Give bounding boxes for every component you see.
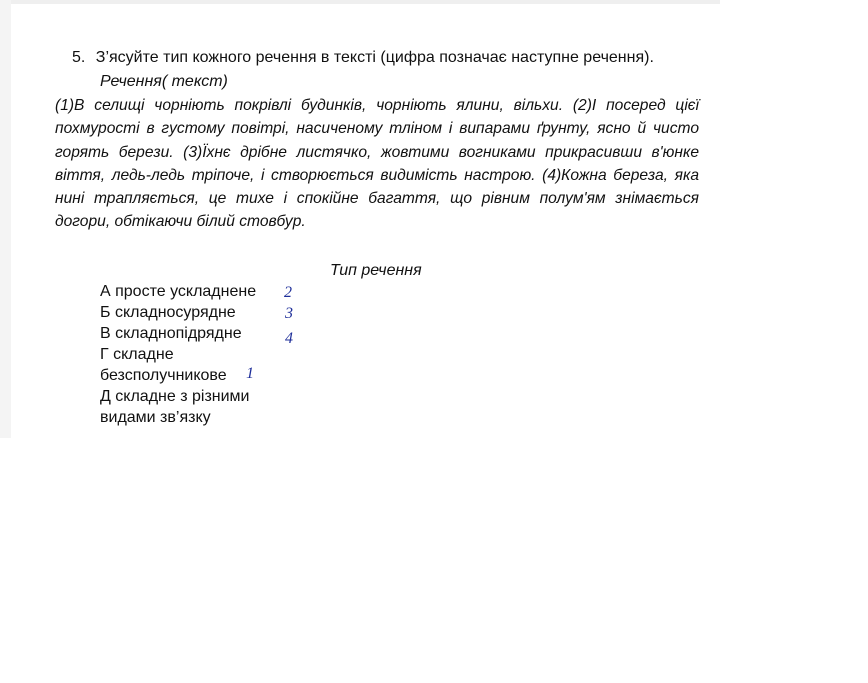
task-text: З’ясуйте тип кожного речення в тексті (цифра позначає наступне речення).	[95, 49, 654, 66]
option-c: В складнопідрядне	[100, 325, 242, 342]
text-subtitle: Речення( текст)	[100, 73, 228, 90]
task-title	[72, 49, 654, 67]
page-left-margin	[0, 0, 11, 438]
option-e-line2: видами зв’язку	[100, 409, 211, 426]
page-top-margin	[11, 0, 720, 4]
option-b: Б складносурядне	[100, 304, 236, 321]
option-d-line1: Г складне	[100, 346, 174, 363]
answer-b: 3	[285, 305, 293, 322]
option-a: А просте ускладнене	[100, 283, 257, 300]
type-heading: Тип речення	[330, 262, 422, 279]
answer-d: 1	[246, 365, 254, 382]
option-e-line1: Д складне з різними	[100, 388, 250, 405]
answer-c: 4	[285, 330, 293, 347]
task-number: 5.	[72, 49, 86, 66]
source-paragraph: (1)В селищі чорніють покрівлі будинків, чорніють ялини, вільхи. (2)І посеред цієї похмурості в густому повітрі, насиченому тліном і випарами ґрунту, ясно й чисто горять берези. (3)Їхнє дрібне листячко, жовтими вогниками прикрасивши в'юнке віття, ледь-ледь тріпоче, і створюється видимість настрою. (4)Кожна береза, яка нині трапляється, це тихе і спокійне багаття, що рівним полум'ям знімається догори, обтікаючи білий стовбур.	[55, 97, 699, 231]
option-d-line2: безсполучникове	[100, 367, 227, 384]
answer-a: 2	[284, 284, 292, 301]
